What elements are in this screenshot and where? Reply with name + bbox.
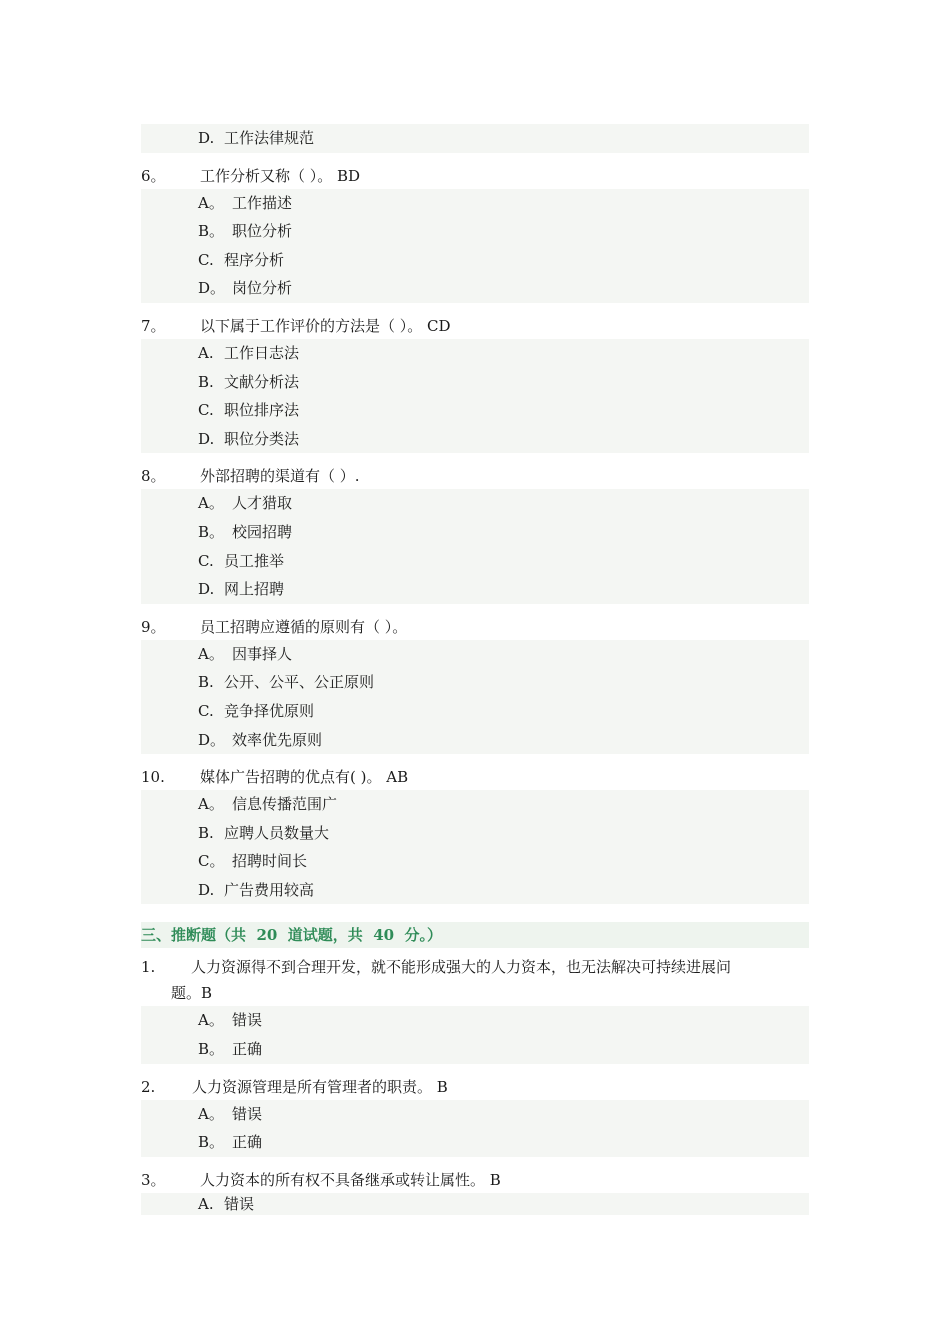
option-item [141, 640, 809, 669]
option-letter: D. [198, 129, 215, 147]
question-text: 媒体广告招聘的优点有( )。 AB [200, 768, 409, 787]
option-letter: C. [198, 551, 214, 570]
option-text: 职位分类法 [224, 429, 300, 448]
option-item [141, 518, 809, 547]
option-letter: B。 [198, 522, 225, 541]
question-number: 2. [141, 1077, 156, 1096]
option-item [141, 697, 809, 726]
option-list [141, 1006, 809, 1063]
option-item [141, 189, 809, 218]
question-number: 7。 [141, 316, 166, 335]
option-item [141, 876, 809, 905]
option-text: 应聘人员数量大 [224, 823, 330, 842]
option-letter: B. [198, 673, 214, 692]
option-text: 职位排序法 [224, 401, 300, 420]
option-letter: A. [198, 1194, 214, 1213]
option-item [141, 339, 809, 368]
option-item [141, 575, 809, 604]
option-letter: D。 [198, 279, 226, 298]
option-text: 因事择人 [232, 644, 293, 663]
option-item [141, 1100, 809, 1129]
question-text: 员工招聘应遵循的原则有（ ）。 [200, 617, 408, 636]
option-text: 错误 [224, 1194, 255, 1213]
option-letter: A。 [198, 644, 224, 663]
option-item [141, 726, 809, 755]
option-item [141, 790, 809, 819]
question-text: 人力资本的所有权不具备继承或转让属性。 B [200, 1170, 501, 1189]
option-letter: B。 [198, 222, 225, 241]
option-text: 竞争择优原则 [224, 701, 315, 720]
question-9 [141, 614, 809, 640]
option-text: 广告费用较高 [224, 880, 315, 899]
question-text: 工作分析又称（ ）。 BD [200, 166, 361, 185]
quiz-page [141, 124, 809, 1215]
judge-question-3 [141, 1167, 809, 1193]
question-number: 6。 [141, 166, 166, 185]
option-list [141, 489, 809, 603]
option-text: 职位分析 [232, 222, 293, 241]
option-item [141, 819, 809, 848]
option-item [141, 1193, 809, 1215]
option-item [141, 396, 809, 425]
option-text: 校园招聘 [232, 522, 293, 541]
option-text: 人才猎取 [232, 494, 293, 513]
option-letter: B。 [198, 1133, 225, 1152]
option-item [141, 246, 809, 275]
question-number: 3。 [141, 1170, 166, 1189]
option-item [141, 1006, 809, 1035]
option-letter: A。 [198, 795, 224, 814]
option-item [141, 217, 809, 246]
option-letter: A. [198, 343, 214, 362]
option-letter: B. [198, 372, 214, 391]
section-title: 三、推断题（共 20 道试题，共 40 分。） [141, 922, 809, 948]
option-text: 工作法律规范 [224, 129, 315, 147]
question-10 [141, 764, 809, 790]
question-number: 9。 [141, 617, 166, 636]
option-letter: B。 [198, 1040, 225, 1059]
option-text: 信息传播范围广 [232, 795, 338, 814]
option-item [141, 124, 809, 153]
question-text: 以下属于工作评价的方法是（ ）。 CD [200, 316, 451, 335]
option-text: 招聘时间长 [232, 852, 308, 871]
option-text: 错误 [232, 1011, 263, 1030]
option-item [141, 368, 809, 397]
option-text: 程序分析 [224, 250, 285, 269]
option-text: 公开、公平、公正原则 [224, 673, 375, 692]
question-6 [141, 163, 809, 189]
judge-question-1 [141, 954, 809, 1006]
question-text: 人力资源管理是所有管理者的职责。 B [192, 1077, 448, 1096]
option-text: 网上招聘 [224, 580, 285, 599]
option-item [141, 1128, 809, 1157]
judge-question-2 [141, 1074, 809, 1100]
question-text-continued: 题。B [171, 984, 213, 1003]
question-7 [141, 313, 809, 339]
question-number: 10. [141, 768, 165, 787]
option-letter: A。 [198, 1104, 224, 1123]
option-list [141, 1193, 809, 1215]
option-list [141, 640, 809, 754]
option-item [141, 668, 809, 697]
option-text: 工作描述 [232, 193, 293, 212]
option-letter: C. [198, 250, 214, 269]
option-letter: D。 [198, 730, 226, 749]
option-letter: D. [198, 429, 215, 448]
option-text: 正确 [232, 1133, 263, 1152]
option-text: 效率优先原则 [232, 730, 323, 749]
option-item [141, 425, 809, 454]
question-text: 外部招聘的渠道有（ ）. [200, 467, 360, 486]
question-number: 8。 [141, 467, 166, 486]
option-list [141, 339, 809, 453]
option-item [141, 274, 809, 303]
option-item [141, 847, 809, 876]
question-number: 1. [141, 958, 156, 977]
option-letter: D. [198, 580, 215, 599]
option-letter: B. [198, 823, 214, 842]
question-text: 人力资源得不到合理开发，就不能形成强大的人力资本，也无法解决可持续进展问 [191, 958, 732, 977]
option-list [141, 1100, 809, 1157]
option-text: 文献分析法 [224, 372, 300, 391]
option-letter: A。 [198, 193, 224, 212]
option-text: 正确 [232, 1040, 263, 1059]
option-letter: C。 [198, 852, 225, 871]
question-8 [141, 463, 809, 489]
option-letter: A。 [198, 1011, 224, 1030]
option-letter: A。 [198, 494, 224, 513]
option-list [141, 790, 809, 904]
option-list [141, 189, 809, 303]
option-list [141, 124, 809, 153]
option-text: 错误 [232, 1104, 263, 1123]
option-item [141, 1035, 809, 1064]
option-letter: C. [198, 401, 214, 420]
option-text: 工作日志法 [224, 343, 300, 362]
option-item [141, 547, 809, 576]
option-item [141, 489, 809, 518]
option-letter: C. [198, 701, 214, 720]
option-letter: D. [198, 880, 215, 899]
option-text: 员工推举 [224, 551, 285, 570]
option-text: 岗位分析 [232, 279, 293, 298]
